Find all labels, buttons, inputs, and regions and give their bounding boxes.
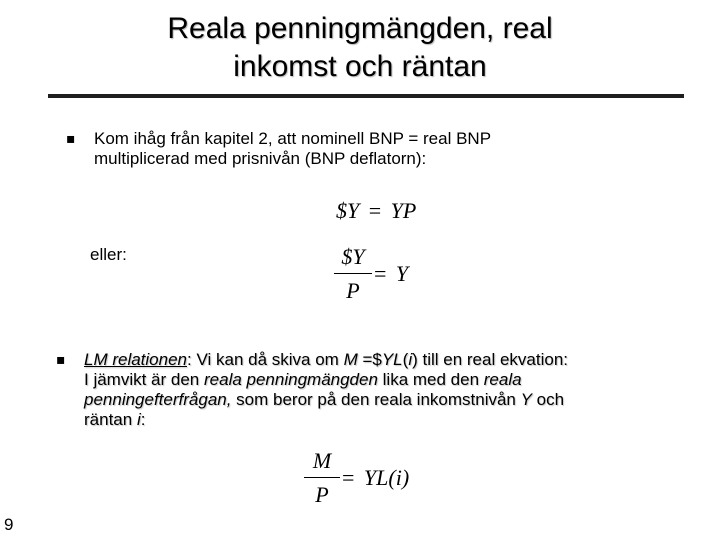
lm-relation-label: LM relationen — [84, 350, 188, 369]
bullet-1-line2: multiplicerad med prisnivån (BNP deflatorn): — [94, 149, 427, 168]
slide-title — [60, 10, 660, 86]
eq3-equals: = — [342, 465, 355, 490]
eq2-fraction-bar — [334, 273, 372, 274]
eq1-rhs: YP — [390, 198, 417, 223]
bullet-2-line2: I jämvikt är den reala penningmängden lika med den reala — [84, 370, 522, 389]
eq3-fraction-bar — [304, 477, 340, 478]
eq2-equals: = — [374, 261, 387, 286]
slide-title-line2: inkomst och räntan — [233, 50, 487, 83]
equation-lm-rhs — [342, 465, 409, 491]
equation-lm — [304, 448, 340, 512]
square-bullet-icon: ▪ — [66, 131, 76, 147]
equation-real-gdp — [334, 244, 372, 308]
eq3-rhs: YL(i) — [363, 465, 410, 490]
slide-title-line1: Reala penningmängden, real — [167, 12, 553, 45]
eq1-lhs: $Y — [336, 198, 360, 223]
eq3-denominator: P — [315, 482, 329, 507]
bullet-1-text — [94, 129, 694, 169]
bullet-2-line1: LM relationen: Vi kan då skiva om M =$YL(i) till en real ekvation: — [84, 350, 569, 369]
bullet-2-text — [84, 350, 704, 430]
equation-real-gdp-rhs — [374, 261, 408, 287]
eq2-rhs: Y — [395, 261, 409, 286]
slide-number: 9 — [4, 515, 14, 534]
title-underline — [48, 94, 684, 98]
bullet-2-line3: penningefterfrågan, som beror på den reala inkomstnivån Y och — [84, 390, 565, 409]
equation-nominal-gdp — [336, 198, 416, 224]
bullet-2-line4: räntan i: — [84, 410, 146, 429]
square-bullet-icon: ▪ — [56, 352, 66, 368]
eller-label: eller: — [90, 245, 127, 264]
eq2-numerator: $Y — [341, 244, 365, 269]
eq1-equals: = — [368, 198, 382, 223]
bullet-1-line1: Kom ihåg från kapitel 2, att nominell BNP = real BNP — [94, 129, 492, 148]
eq2-denominator: P — [346, 278, 360, 303]
eq3-numerator: M — [312, 448, 332, 473]
